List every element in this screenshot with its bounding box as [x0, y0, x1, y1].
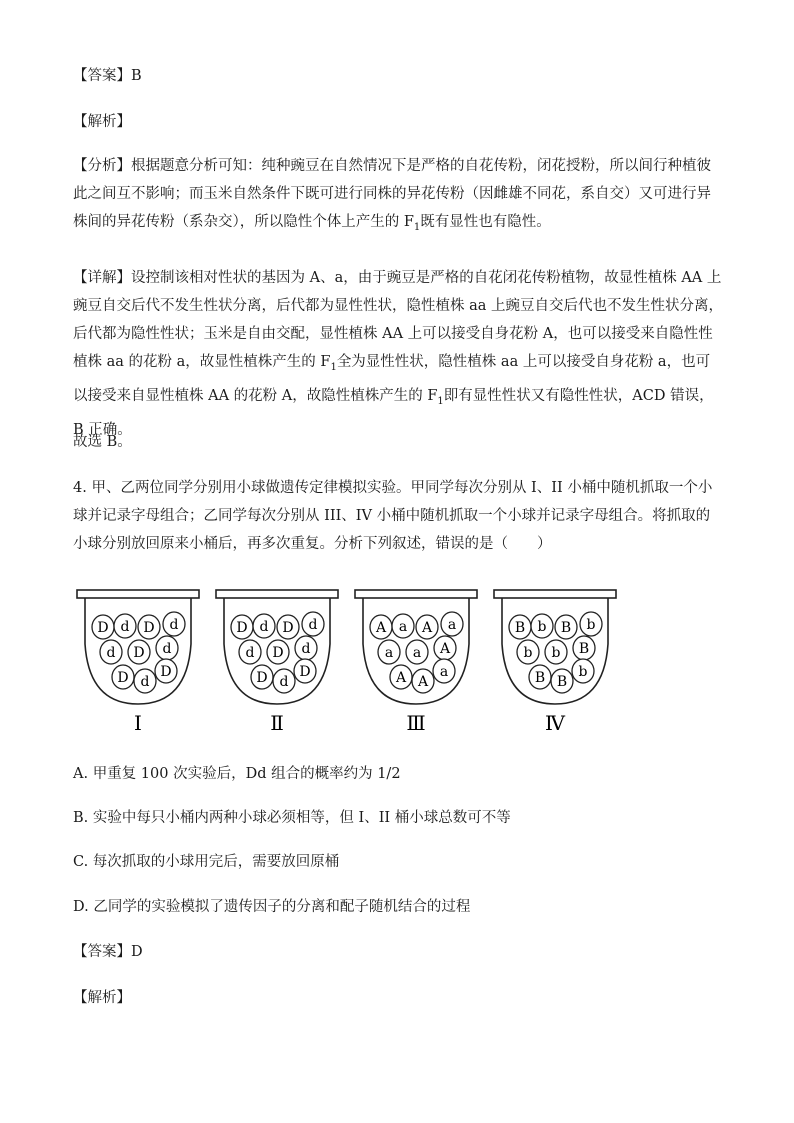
bucket-rim	[494, 590, 616, 598]
ball	[390, 665, 412, 689]
ball-label: D	[272, 645, 284, 661]
ball	[155, 659, 177, 683]
ball	[253, 614, 275, 638]
ball	[295, 636, 317, 660]
ball	[277, 615, 299, 639]
ball	[156, 636, 178, 660]
detail-text-2: 全为显性性状，隐性植株 aa 上可以接受自身花粉 a，也可以接受来自显性植株 AA 的花粉 A，故隐性植株产生的 F	[73, 354, 711, 404]
option-d[interactable]: D. 乙同学的实验模拟了遗传因子的分离和配子随机结合的过程	[73, 899, 471, 915]
detail-sub-1: 1	[330, 361, 337, 373]
ball-label: d	[259, 619, 269, 635]
ball-label: A	[395, 670, 407, 686]
bucket-rim	[216, 590, 338, 598]
ball	[572, 659, 594, 683]
bucket-4	[494, 590, 616, 735]
ball	[580, 612, 602, 636]
ball-label: B	[534, 670, 546, 686]
ball-label: d	[245, 645, 255, 661]
ball-label: A	[417, 674, 429, 690]
ball-label: d	[279, 674, 289, 690]
bucket-rim	[77, 590, 199, 598]
ball	[370, 615, 392, 639]
ball-label: D	[236, 620, 248, 636]
detail-sub-2: 1	[437, 395, 444, 407]
ball-label: b	[537, 619, 547, 635]
ball	[134, 669, 156, 693]
ball	[529, 665, 551, 689]
option-c[interactable]: C. 每次抓取的小球用完后，需要放回原桶	[73, 854, 340, 870]
analysis-paragraph	[73, 152, 723, 242]
fenxi-text-2: 既有显性也有隐性。	[420, 214, 551, 230]
ball-label: b	[586, 617, 596, 633]
ball	[112, 665, 134, 689]
ball-label: a	[412, 645, 422, 661]
answer-value-2: D	[131, 944, 143, 960]
ball	[92, 615, 114, 639]
ball	[273, 669, 295, 693]
ball	[441, 612, 463, 636]
answer-label-2: 【答案】	[73, 944, 131, 960]
ball	[517, 640, 539, 664]
bucket-rim	[355, 590, 477, 598]
conclusion: 故选 B。	[73, 434, 132, 450]
ball-label: B	[556, 674, 568, 690]
ball	[114, 614, 136, 638]
ball-label: b	[578, 664, 588, 680]
ball	[531, 614, 553, 638]
ball	[433, 659, 455, 683]
detail-text-1: 设控制该相对性状的基因为 A、a，由于豌豆是严格的自花闭花传粉植物，故显性植株 AA 上豌豆自交后代不发生性状分离，后代都为显性性状，隐性植株 aa 上豌豆自交后代也不发生性状分离，后代都为隐性性状；玉米是自由交配，显性植株 AA 上可以接受自身花粉 A，也可以接受来自隐性性植株 aa 的花粉 a，故显性植株产生的 F	[73, 270, 724, 370]
bucket-numeral: Ⅱ	[270, 711, 284, 735]
ball	[138, 615, 160, 639]
answer-1	[73, 62, 723, 90]
ball	[231, 615, 253, 639]
bucket-2	[216, 590, 338, 735]
ball-label: D	[299, 664, 311, 680]
ball	[573, 636, 595, 660]
ball-label: A	[439, 641, 451, 657]
ball-label: d	[308, 617, 318, 633]
ball	[545, 640, 567, 664]
ball-label: d	[120, 619, 130, 635]
detail-label: 【详解】	[73, 270, 131, 286]
ball-label: a	[384, 645, 394, 661]
ball-label: D	[160, 664, 172, 680]
ball-label: b	[551, 645, 561, 661]
ball	[509, 615, 531, 639]
ball	[416, 615, 438, 639]
ball-label: A	[375, 620, 387, 636]
ball-label: b	[523, 645, 533, 661]
analysis-heading-1	[73, 108, 723, 136]
ball	[163, 612, 185, 636]
analysis-heading-2	[73, 984, 723, 1012]
ball-label: d	[140, 674, 150, 690]
question-4: 4. 甲、乙两位同学分别用小球做遗传定律模拟实验。甲同学每次分别从 I、II 小桶中随机抓取一个小球并记录字母组合；乙同学每次分别从 III、IV 小桶中随机抓取一个小球并记录字母组合。将抓取的小球分别放回原来小桶后，再多次重复。分析下列叙述，错误的是（ ）	[73, 480, 713, 552]
ball	[378, 640, 400, 664]
detail-paragraph	[73, 264, 723, 444]
bucket-3	[355, 590, 477, 735]
ball-label: D	[117, 670, 129, 686]
bucket-1	[77, 590, 199, 735]
ball-label: d	[169, 617, 179, 633]
ball	[294, 659, 316, 683]
fenxi-label: 【分析】	[73, 158, 131, 174]
ball-label: D	[97, 620, 109, 636]
bucket-numeral: Ⅰ	[134, 711, 142, 735]
ball	[406, 640, 428, 664]
ball-label: d	[106, 645, 116, 661]
ball	[551, 669, 573, 693]
ball-label: d	[162, 641, 172, 657]
detail-text-3: 即有显性性状又有隐性性状，ACD 错误，B 正确。	[73, 387, 714, 438]
ball-label: d	[301, 641, 311, 657]
ball-label: B	[560, 620, 572, 636]
ball-label: A	[421, 620, 433, 636]
option-a[interactable]: A. 甲重复 100 次实验后，Dd 组合的概率约为 1/2	[73, 766, 401, 782]
ball	[302, 612, 324, 636]
ball	[128, 640, 150, 664]
answer-value: B	[131, 68, 142, 84]
bucket-numeral: Ⅲ	[406, 711, 426, 735]
answer-2	[73, 938, 723, 966]
ball	[555, 615, 577, 639]
ball	[100, 640, 122, 664]
analysis-label: 【解析】	[73, 114, 131, 130]
bucket-numeral: Ⅳ	[545, 711, 565, 735]
ball	[392, 614, 414, 638]
ball	[412, 669, 434, 693]
ball	[251, 665, 273, 689]
analysis-label-2: 【解析】	[73, 990, 131, 1006]
ball-label: a	[439, 664, 449, 680]
ball-label: a	[398, 619, 408, 635]
bucket-figure	[73, 584, 723, 744]
ball	[239, 640, 261, 664]
ball	[434, 636, 456, 660]
ball-label: D	[133, 645, 145, 661]
option-b[interactable]: B. 实验中每只小桶内两种小球必须相等，但 I、II 桶小球总数可不等	[73, 810, 511, 826]
fenxi-sub: 1	[413, 221, 421, 233]
ball-label: D	[282, 620, 294, 636]
ball-label: a	[447, 617, 457, 633]
fenxi-text-1: 根据题意分析可知：纯种豌豆在自然情况下是严格的自花传粉，闭花授粉，所以间行种植彼此之间互不影响；而玉米自然条件下既可进行同株的异花传粉（因雌雄不同花，系自交）又可进行异株间的异花传粉（系杂交），所以隐性个体上产生的 F	[73, 158, 711, 230]
ball-label: B	[514, 620, 526, 636]
ball-label: B	[578, 641, 590, 657]
ball	[267, 640, 289, 664]
answer-label: 【答案】	[73, 68, 131, 84]
ball-label: D	[143, 620, 155, 636]
ball-label: D	[256, 670, 268, 686]
